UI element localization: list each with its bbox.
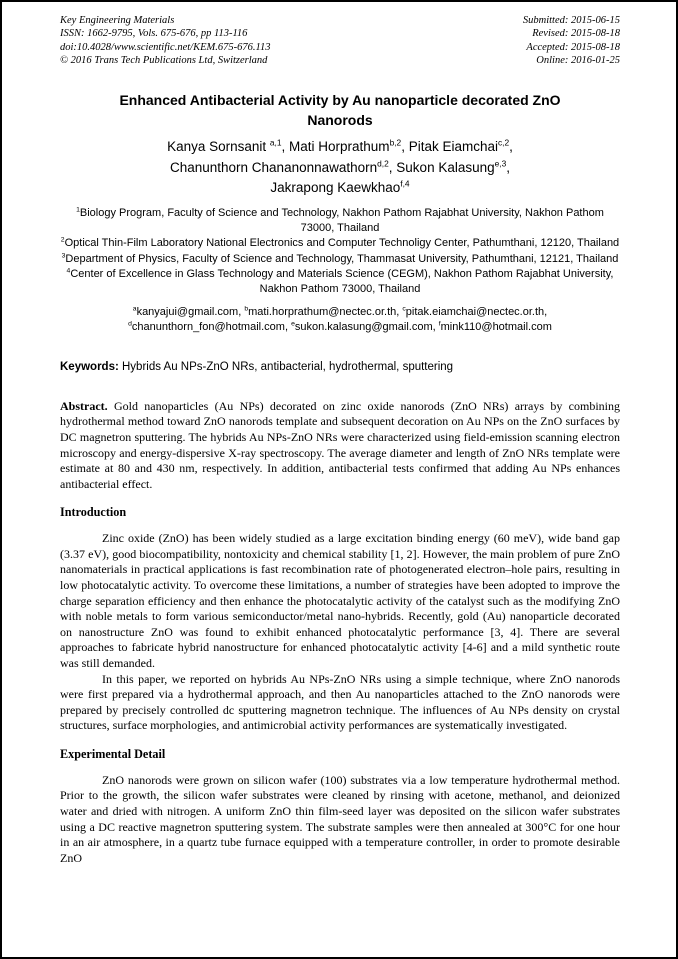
author-affil-marker: a,1: [269, 137, 282, 148]
accepted-date: Accepted: 2015-08-18: [526, 41, 620, 53]
paper-title-line2: Nanorods: [307, 112, 373, 129]
affiliation-text: Biology Program, Faculty of Science and Technology, Nakhon Pathom Rajabhat University, Nakhon Pathom 73000, Thailand: [79, 207, 604, 234]
author-name: Jakrapong Kaewkhao: [270, 179, 401, 195]
section-heading-experimental-detail: Experimental Detail: [60, 747, 166, 762]
experimental-detail-section: [60, 747, 620, 866]
paper-title-line1: Enhanced Antibacterial Activity by Au nanoparticle decorated ZnO: [119, 91, 561, 108]
journal-title: Key Engineering Materials: [60, 15, 175, 26]
affiliation-text: Center of Excellence in Glass Technology and Materials Science (CEGM), Nakhon Pathom Rajabhat University, Nakhon Pathom 73000, Thailand: [70, 268, 614, 295]
author-separator: ,: [281, 139, 290, 155]
author-affil-marker: f,4: [400, 178, 410, 189]
email-address: pitak.eiamchai@nectec.or.th: [405, 306, 545, 319]
email-address: mink110@hotmail.com: [440, 321, 552, 334]
page-header: [60, 14, 620, 68]
revised-date: Revised: 2015-08-18: [532, 28, 620, 40]
keywords-text: Hybrids Au NPs-ZnO NRs, antibacterial, hydrothermal, sputtering: [118, 360, 454, 373]
abstract-paragraph: [60, 399, 620, 493]
email-marker: f: [438, 320, 441, 328]
keywords-line: [60, 361, 620, 373]
author-separator: ,: [388, 159, 397, 175]
doi-line: doi:10.4028/www.scientific.net/KEM.675-676.113: [60, 41, 271, 53]
email-separator: ,: [284, 321, 292, 334]
emails-line-2: [60, 320, 620, 335]
abstract-section: [60, 399, 620, 493]
emails-block: [60, 305, 620, 335]
email-address: chanunthorn_fon@hotmail.com: [131, 321, 285, 334]
journal-info-block: [60, 14, 270, 68]
online-date: Online: 2016-01-25: [536, 55, 620, 67]
authors-block: [60, 137, 620, 198]
authors-line-2: [60, 158, 620, 178]
author-separator: ,: [509, 139, 513, 155]
email-separator: ,: [238, 306, 245, 319]
email-separator: ,: [544, 306, 548, 319]
author-affil-marker: d,2: [377, 158, 389, 169]
introduction-paragraph-2: In this paper, we reported on hybrids Au NPs-ZnO NRs using a simple technique, where ZnO nanorods were first prepared via a hydrothermal approach, and then Au nanoparticles attached to the ZnO nanorods were prepared by precisely controlled dc sputtering magnetron technique. The influences of Au NPs density on crystal structures, surface morphologies, and antimicrobial activity performances are systematically investigated.: [60, 671, 620, 733]
author-separator: ,: [506, 159, 511, 175]
email-separator: ,: [432, 321, 439, 334]
affiliations-block: [60, 206, 620, 296]
affiliation-text: Optical Thin-Film Laboratory National Electronics and Computer Technoligy Center, Pathumthani, 12120, Thailand: [64, 237, 620, 250]
email-address: sukon.kalasung@gmail.com: [294, 321, 433, 334]
email-marker: e: [291, 320, 295, 328]
email-marker: a: [132, 305, 137, 313]
email-marker: c: [402, 305, 406, 313]
affiliation-2: [60, 236, 620, 251]
submitted-date: Submitted: 2015-06-15: [522, 15, 620, 26]
emails-line-1: [60, 305, 620, 320]
author-affil-marker: b,2: [389, 137, 402, 148]
affiliation-marker: 2: [60, 236, 65, 244]
email-marker: b: [244, 305, 249, 313]
author-separator: ,: [401, 139, 409, 155]
dates-block: [523, 14, 620, 68]
authors-line-3: [60, 178, 620, 198]
affiliation-marker: 4: [66, 267, 71, 275]
affiliation-3: [60, 252, 620, 267]
author-name: Sukon Kalasung: [396, 159, 495, 175]
author-affil-marker: c,2: [498, 137, 510, 148]
affiliation-1: [60, 206, 620, 235]
email-separator: ,: [396, 306, 403, 319]
introduction-paragraph-1: Zinc oxide (ZnO) has been widely studied as a large excitation binding energy (60 meV), wide band gap (3.37 eV), good biocompatibility, nontoxicity and chemical stability [1, 2]. However, the main problem of pure ZnO nanomaterials in practical applications is fast recombination rate of photogenerated electron–hole pairs, resulting in low photocatalytic activity. To overcome these limitations, a number of strategies have been adopted to improve the charge separation efficiency and then enhance the photocatalytic activity of the catalyst such as the modifying ZnO with noble metals to form various semiconductor/metal nano-hybrids. Recently, gold (Au) nanoparticle decorated on nanostructure ZnO was found to exhibit enhanced photocatalytic performance [3, 4]. There are several approaches to fabricate hybrid nanostructure for enhanced photocatalytic activity [4-6] and a mild synthetic route was still demanded.: [60, 531, 620, 671]
keywords-label: Keywords:: [60, 360, 119, 373]
author-name: Chanunthorn Chananonnawathorn: [169, 159, 378, 175]
issn-line: ISSN: 1662-9795, Vols. 675-676, pp 113-116: [60, 28, 248, 40]
affiliation-marker: 3: [61, 251, 66, 259]
affiliation-marker: 1: [76, 206, 80, 214]
affiliation-text: Department of Physics, Faculty of Science and Technology, Thammasat University, Pathumthani, 12121, Thailand: [65, 252, 619, 265]
abstract-text: Gold nanoparticles (Au NPs) decorated on zinc oxide nanorods (ZnO NRs) arrays by combining hydrothermal method toward ZnO nanorods template and subsequent decoration on Au NPs on the ZnO surfaces by DC magnetron sputtering. The hybrids Au NPs-ZnO NRs were characterized using field-emission scanning electron microscopy and energy-dispersive X-ray spectroscopy. The average diameter and length of ZnO NRs template were estimate at 80 and 430 nm, respectively. In addition, antibacterial tests confirmed that adding Au NPs enhances antibacterial effect.: [60, 398, 620, 491]
email-address: kanyajui@gmail.com: [136, 306, 239, 319]
author-name: Mati Horprathum: [289, 139, 390, 155]
paper-title: [60, 90, 620, 131]
email-address: mati.horprathum@nectec.or.th: [248, 306, 397, 319]
author-name: Pitak Eiamchai: [408, 139, 498, 155]
abstract-label: Abstract.: [60, 398, 108, 413]
section-heading-introduction: Introduction: [60, 505, 127, 520]
author-affil-marker: e,3: [494, 158, 507, 169]
introduction-section: [60, 505, 620, 734]
affiliation-4: [60, 267, 620, 296]
email-marker: d: [128, 320, 132, 328]
author-name: Kanya Sornsanit: [167, 139, 270, 155]
copyright-line: © 2016 Trans Tech Publications Ltd, Switzerland: [60, 55, 268, 67]
authors-line-1: [60, 137, 620, 157]
experimental-paragraph-1: ZnO nanorods were grown on silicon wafer (100) substrates via a low temperature hydrothermal method. Prior to the growth, the silicon wafer substrates were cleaned by rinsing with acetone, methanol, and deionized water and dried with nitrogen. A uniform ZnO thin film-seed layer was deposited on the silicon wafer substrates using a DC reactive magnetron sputtering system. The substrate samples were then annealed at 300°C for one hour in an air atmosphere, in a quartz tube furnace equipped with a temperature controller, in order to promote desirable ZnO: [60, 772, 620, 865]
